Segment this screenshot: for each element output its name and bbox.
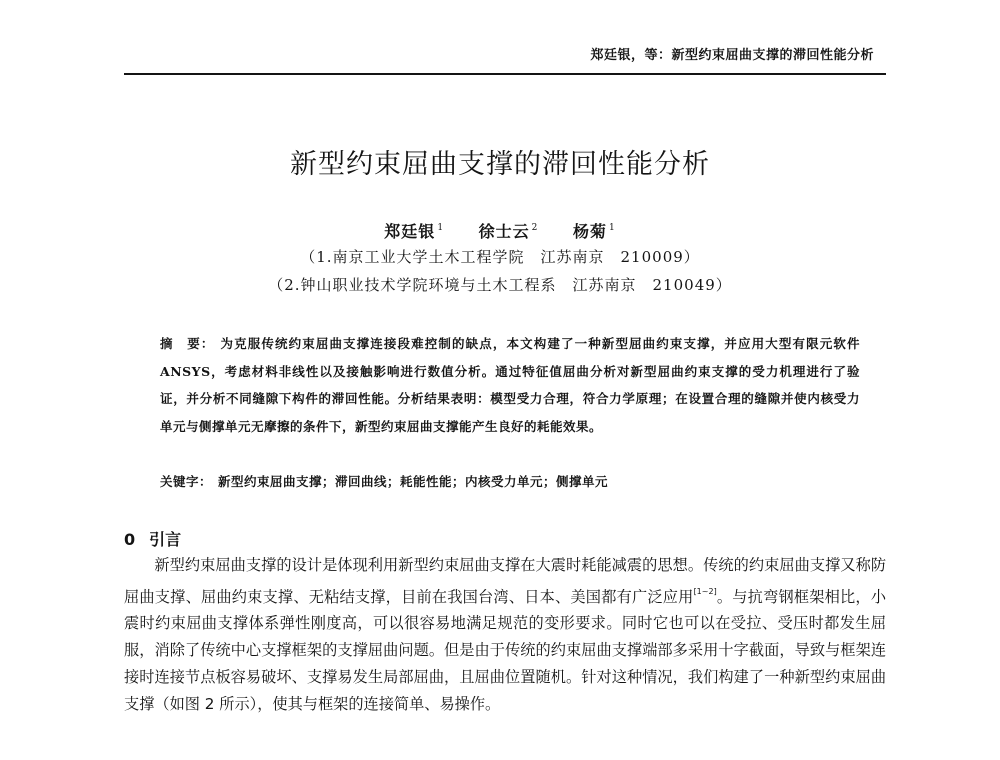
keywords-text: 新型约束屈曲支撑；滞回曲线；耗能性能；内核受力单元；侧撑单元: [218, 474, 609, 489]
section-heading: [124, 527, 181, 550]
keywords-label: 关键字：: [160, 474, 213, 489]
section-title: 引言: [149, 530, 182, 549]
header-rule: [124, 73, 886, 75]
body-text-part-2: 。与抗弯钢框架相比，小震时约束屈曲支撑体系弹性刚度高，可以很容易地满足规范的变形要求。同时它也可以在受拉、受压时都发生屈服，消除了传统中心支撑框架的支撑屈曲问题。但是由于传统的约束屈曲支撑端部多采用十字截面，导致与框架连接时连接节点板容易破坏、支撑易发生局部屈曲，且屈曲位置随机。针对这种情况，我们构建了一种新型约束屈曲支撑（如图 2 所示），使其与框架的连接简单、易操作。: [124, 587, 887, 713]
author-1: [384, 222, 444, 241]
abstract-label: 摘 要：: [160, 336, 215, 351]
running-header: 郑廷银，等：新型约束屈曲支撑的滞回性能分析: [590, 48, 874, 63]
body-paragraph: [124, 552, 886, 717]
author-affil-mark: 1: [608, 223, 616, 233]
author-name: 郑廷银: [384, 222, 436, 241]
affiliation-1: （1.南京工业大学土木工程学院 江苏南京 210009）: [300, 248, 700, 266]
keywords: [160, 472, 860, 490]
abstract-text: 为克服传统约束屈曲支撑连接段难控制的缺点，本文构建了一种新型屈曲约束支撑，并应用大型有限元软件 ANSYS，考虑材料非线性以及接触影响进行数值分析。通过特征值屈曲分析对新型屈曲约束支撑的受力机理进行了验证，并分析不同缝隙下构件的滞回性能。分析结果表明：模型受力合理，符合力学原理；在设置合理的缝隙并使内核受力单元与侧撑单元无摩擦的条件下，新型约束屈曲支撑能产生良好的耗能效果。: [160, 336, 860, 434]
author-2: [479, 222, 539, 241]
author-name: 杨菊: [572, 222, 607, 241]
paper-title: 新型约束屈曲支撑的滞回性能分析: [290, 149, 710, 180]
citation-mark: [1~2]: [693, 586, 717, 596]
author-affil-mark: 1: [437, 223, 445, 233]
section-number: 0: [124, 530, 136, 549]
author-list: [0, 219, 1000, 242]
affiliation-2: （2.钟山职业技术学院环境与土木工程系 江苏南京 210049）: [268, 276, 732, 294]
author-affil-mark: 2: [531, 223, 539, 233]
abstract: [160, 330, 860, 440]
body-text-part-1: 新型约束屈曲支撑的设计是体现利用新型约束屈曲支撑在大震时耗能减震的思想。传统的约束屈曲支撑又称防屈曲支撑、屈曲约束支撑、无粘结支撑，目前在我国台湾、日本、美国都有广泛应用: [124, 556, 886, 606]
author-name: 徐士云: [478, 222, 530, 241]
author-3: [573, 222, 616, 241]
